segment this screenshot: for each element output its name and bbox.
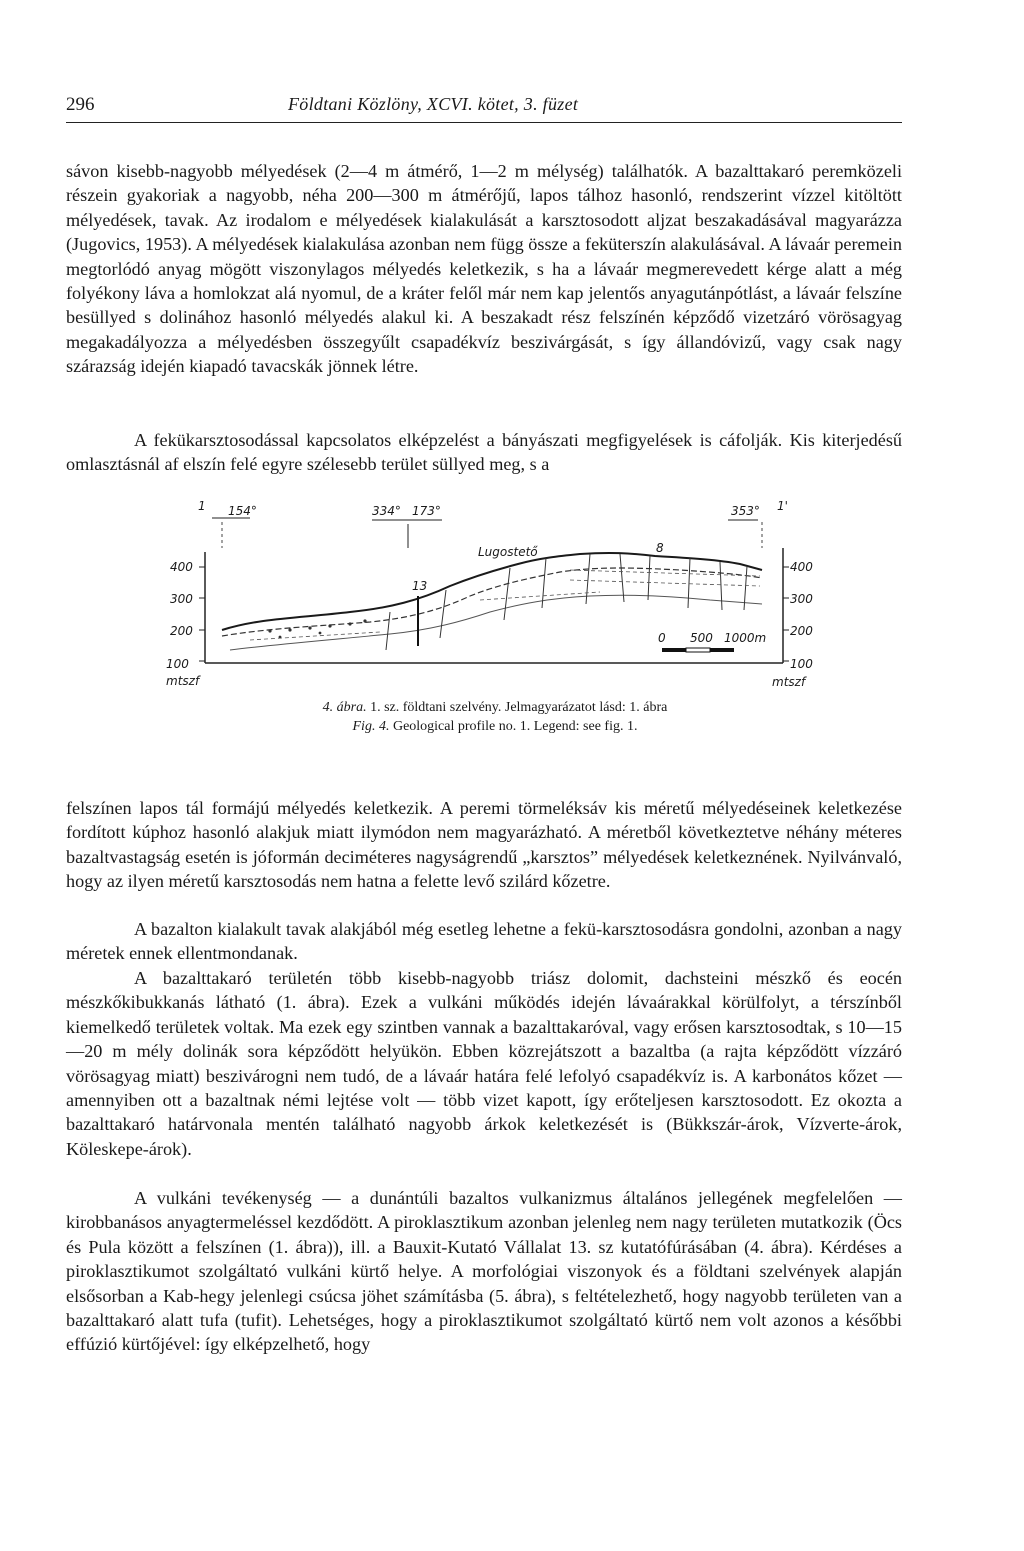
running-head: Földtani Közlöny, XCVI. kötet, 3. füzet: [288, 94, 579, 114]
basalt-base-boundary: [222, 568, 762, 636]
left-tick-label: 400: [170, 560, 193, 574]
right-axis-unit: mtszf: [772, 675, 806, 689]
left-tick-label: 100: [166, 657, 189, 671]
body-paragraph: felszínen lapos tál formájú mélyedés keletkezik. A peremi törmeléksáv kis méretű mélyedéseinek keletkezése fordított kúphoz hasonló alakjuk miatt ilymódon nem magyarázható. A méretből következtetve néhány méteres bazaltvastagság esetén is jóformán deciméteres nagyságrendű „karsztos” mélyedések keletkeznének. Nyilvánvaló, hogy az ilyen méretű karsztosodás nem hatna a felette levő szilárd kőzetre.: [66, 798, 902, 892]
bearing-label: 353°: [731, 504, 760, 518]
right-tick-label: 100: [790, 657, 813, 671]
body-paragraph: A bazalton kialakult tavak alakjából még esetleg lehetne a fekü-karsztosodásra gondolni, azonban a nagy méretek ennek ellentmondanak.: [66, 919, 902, 964]
lower-layer-boundary: [230, 595, 762, 650]
caption-label: 4. ábra.: [322, 700, 367, 715]
bearing-label: 154°: [228, 504, 257, 518]
body-paragraph: A bazalttakaró területén több kisebb-nagyobb triász dolomit, dachsteini mészkő és eocén mészkőkibukkanás látható (1. ábra). Ezek a vulkáni működés idején lávaárakkal körülfolyt, a térszínből kiemelkedő területek voltak. Ma ezek egy szintben vannak a bazalttakaróval, vagy erősen karsztosodtak, s 10—15—20 m mély dolinák sora képződött helyükön. Ebben közrejátszott a bazaltba (a rajta képződött vízzáró vörösagyag miatt) beszivárogni nem tudó, de a lávaár határa felé lefolyó csapadékvíz is. A karbonátos kőzet — amennyiben ott a bazaltnak némi lejtése volt — több vizet kapott, így erőteljesen karsztosodott. Ez okozta a bazalttakaró határvonala mentén található nagyobb árkok keletkezését is (Bükkszár-árok, Vízverte-árok, Köleskepe-árok).: [66, 968, 902, 1159]
terrain-surface: [222, 553, 762, 630]
scale-bar: [662, 648, 734, 652]
right-tick-label: 200: [790, 624, 813, 638]
caption-text: 1. sz. földtani szelvény. Jelmagyarázatot lásd: 1. ábra: [366, 700, 668, 715]
body-paragraph: A fekükarsztosodással kapcsolatos elképzelést a bányászati megfigyelések is cáfolják. Kis kiterjedésű omlasztásnál af elszín felé egyre szélesebb terület süllyed meg, s a: [66, 430, 902, 475]
pyroclastic-dots: [268, 619, 366, 638]
profile-drawing: [150, 500, 840, 705]
profile-end-label: 1': [777, 500, 788, 513]
left-axis-unit: mtszf: [166, 674, 200, 688]
scale-label: 1000m: [724, 631, 767, 645]
page-number: 296: [66, 94, 95, 115]
place-name: Lugostető: [478, 545, 538, 559]
geological-profile-figure: [150, 500, 840, 705]
scale-label: 0: [658, 631, 666, 645]
figure-caption-hu: [150, 700, 840, 716]
bearing-label: 334°: [372, 504, 401, 518]
caption-text: Geological profile no. 1. Legend: see fig. 1.: [389, 719, 638, 734]
scale-label: 500: [690, 631, 713, 645]
section-label: 8: [656, 541, 664, 555]
body-paragraph: A vulkáni tevékenység — a dunántúli bazaltos vulkanizmus általános jellegének megfelelően — kirobbanásos anyagtermeléssel kezdődött. A piroklasztikum azonban jelenleg nem nagy területen mutatkozik (Öcs és Pula között a felszínen (1. ábra)), ill. a Bauxit-Kutató Vállalat 13. sz kutatófúrásában (4. ábra). Kérdéses a piroklasztikumot szolgáltató vulkáni kürtő helye. A morfológiai viszonyok és a földtani szelvények alapján elsősorban a Kab-hegy jelenlegi csúcsa jöhet számításba (5. ábra), s feltételezhető, hogy nagyobb területen van a bazalttakaró alatt tufa (tufit). Lehetséges, hogy a piroklasztikumot szolgáltató kürtő nem volt azonos a későbbi effúzió kürtőjével: így elképzelhető, hogy: [66, 1188, 902, 1355]
body-paragraph: sávon kisebb-nagyobb mélyedések (2—4 m átmérő, 1—2 m mélység) találhatók. A bazalttakaró peremközeli részein gyakoriak a nagyobb, néha 200—300 m átmérőjű, lapos tálhoz hasonló, rendszerint vízzel kitöltött mélyedések, tavak. Az irodalom e mélyedések kialakulását a karsztosodott aljzat beszakadásával magyarázza (Jugovics, 1953). A mélyedések kialakulása azonban nem függ össze a feküterszín alakulásával. A lávaár peremein megtorlódó anyag mögött viszonylagos mélyedés keletkezik, s ha a lávaár megmerevedett kérge alatt a még folyékony láva a homlokzat alá nyomul, de a kráter felől már nem kap jelentős anyagutánpótlást, a lávaár felszíne besüllyed s dolinához hasonló mélyedés alakul ki. A beszakadt rész felszínén képződő vizetzáró vörösagyag megakadályozza a mélyedésben összegyűlt csapadékvíz beszivárgását, s így állandóvizű, vagy csak nagy szárazság idején kiapadó tavacskák jönnek létre.: [66, 161, 902, 377]
bedding-lines: [250, 570, 760, 640]
left-tick-label: 200: [170, 624, 193, 638]
bearing-label: 173°: [412, 504, 441, 518]
borehole-label: 13: [412, 579, 428, 593]
profile-start-label: 1: [198, 500, 206, 513]
left-tick-label: 300: [170, 592, 193, 606]
right-tick-label: 400: [790, 560, 813, 574]
right-tick-label: 300: [790, 592, 813, 606]
caption-label: Fig. 4.: [352, 719, 390, 734]
page-header: [66, 92, 902, 123]
figure-caption-en: [150, 719, 840, 735]
